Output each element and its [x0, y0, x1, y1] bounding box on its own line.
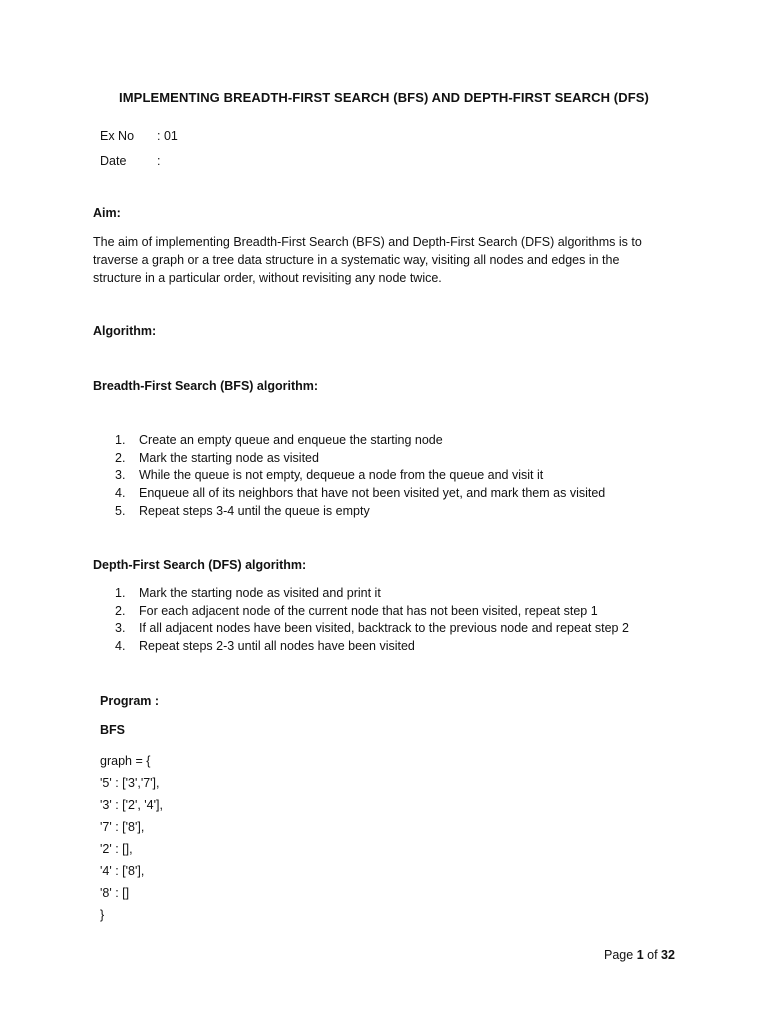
date-value: : [157, 154, 161, 168]
bfs-algorithm-heading: Breadth-First Search (BFS) algorithm: [93, 379, 319, 393]
page-current-number: 1 [636, 948, 644, 962]
list-text: Create an empty queue and enqueue the starting node [139, 433, 443, 447]
list-text: Enqueue all of its neighbors that have not been visited yet, and mark them as visited [139, 486, 606, 501]
list-text: Mark the starting node as visited [139, 450, 319, 465]
page-footer [604, 948, 675, 962]
code-line: '8' : [] [100, 886, 130, 900]
program-heading: Program : [100, 694, 160, 708]
code-line: '3' : ['2', '4'], [100, 798, 163, 812]
list-number: 1. [115, 586, 126, 600]
aim-paragraph: The aim of implementing Breadth-First Search (BFS) and Depth-First Search (DFS) algorithms is to traverse a graph or a tree data structure in a systematic way, visiting all nodes and edges in the structure in a particular order, without revisiting any node twice. [93, 235, 642, 285]
list-number: 5. [115, 503, 126, 518]
list-text: Repeat steps 3-4 until the queue is empty [139, 503, 370, 518]
bfs-steps-list [93, 432, 605, 520]
document-title: IMPLEMENTING BREADTH-FIRST SEARCH (BFS) AND DEPTH-FIRST SEARCH (DFS) [119, 90, 649, 105]
list-item [93, 467, 605, 485]
code-line: '2' : [], [100, 842, 133, 856]
list-item [93, 485, 605, 503]
list-number: 3. [115, 468, 126, 483]
list-text: For each adjacent node of the current node that has not been visited, repeat step 1 [139, 603, 598, 618]
code-line: graph = { [100, 754, 151, 768]
list-text: Repeat steps 2-3 until all nodes have been visited [139, 639, 415, 654]
code-line: } [100, 908, 105, 922]
algorithm-heading: Algorithm: [93, 324, 157, 338]
date-label: Date [100, 154, 127, 168]
dfs-steps-list [93, 585, 629, 656]
code-line: '4' : ['8'], [100, 864, 145, 878]
list-text: Mark the starting node as visited and print it [139, 586, 381, 600]
list-number: 1. [115, 433, 126, 447]
page-total-number: 32 [661, 948, 675, 962]
ex-no-value: : 01 [157, 129, 178, 143]
code-line: '5' : ['3','7'], [100, 776, 160, 790]
list-text: While the queue is not empty, dequeue a node from the queue and visit it [139, 468, 544, 483]
list-item [93, 603, 629, 621]
list-number: 4. [115, 486, 126, 501]
code-line: '7' : ['8'], [100, 820, 145, 834]
list-number: 2. [115, 450, 126, 465]
dfs-algorithm-heading: Depth-First Search (DFS) algorithm: [93, 558, 307, 572]
list-number: 2. [115, 603, 126, 618]
ex-no-label: Ex No [100, 129, 135, 143]
list-item [93, 432, 605, 450]
list-item [93, 638, 629, 656]
program-subheading: BFS [100, 723, 125, 737]
aim-heading: Aim: [93, 206, 121, 220]
list-number: 4. [115, 639, 126, 654]
list-number: 3. [115, 621, 126, 636]
list-text: If all adjacent nodes have been visited, backtrack to the previous node and repeat step 2 [139, 621, 629, 636]
list-item [93, 585, 629, 603]
of-word: of [647, 948, 658, 962]
page-word: Page [604, 948, 634, 962]
list-item [93, 450, 605, 468]
list-item [93, 503, 605, 521]
list-item [93, 620, 629, 638]
code-block [100, 750, 163, 926]
